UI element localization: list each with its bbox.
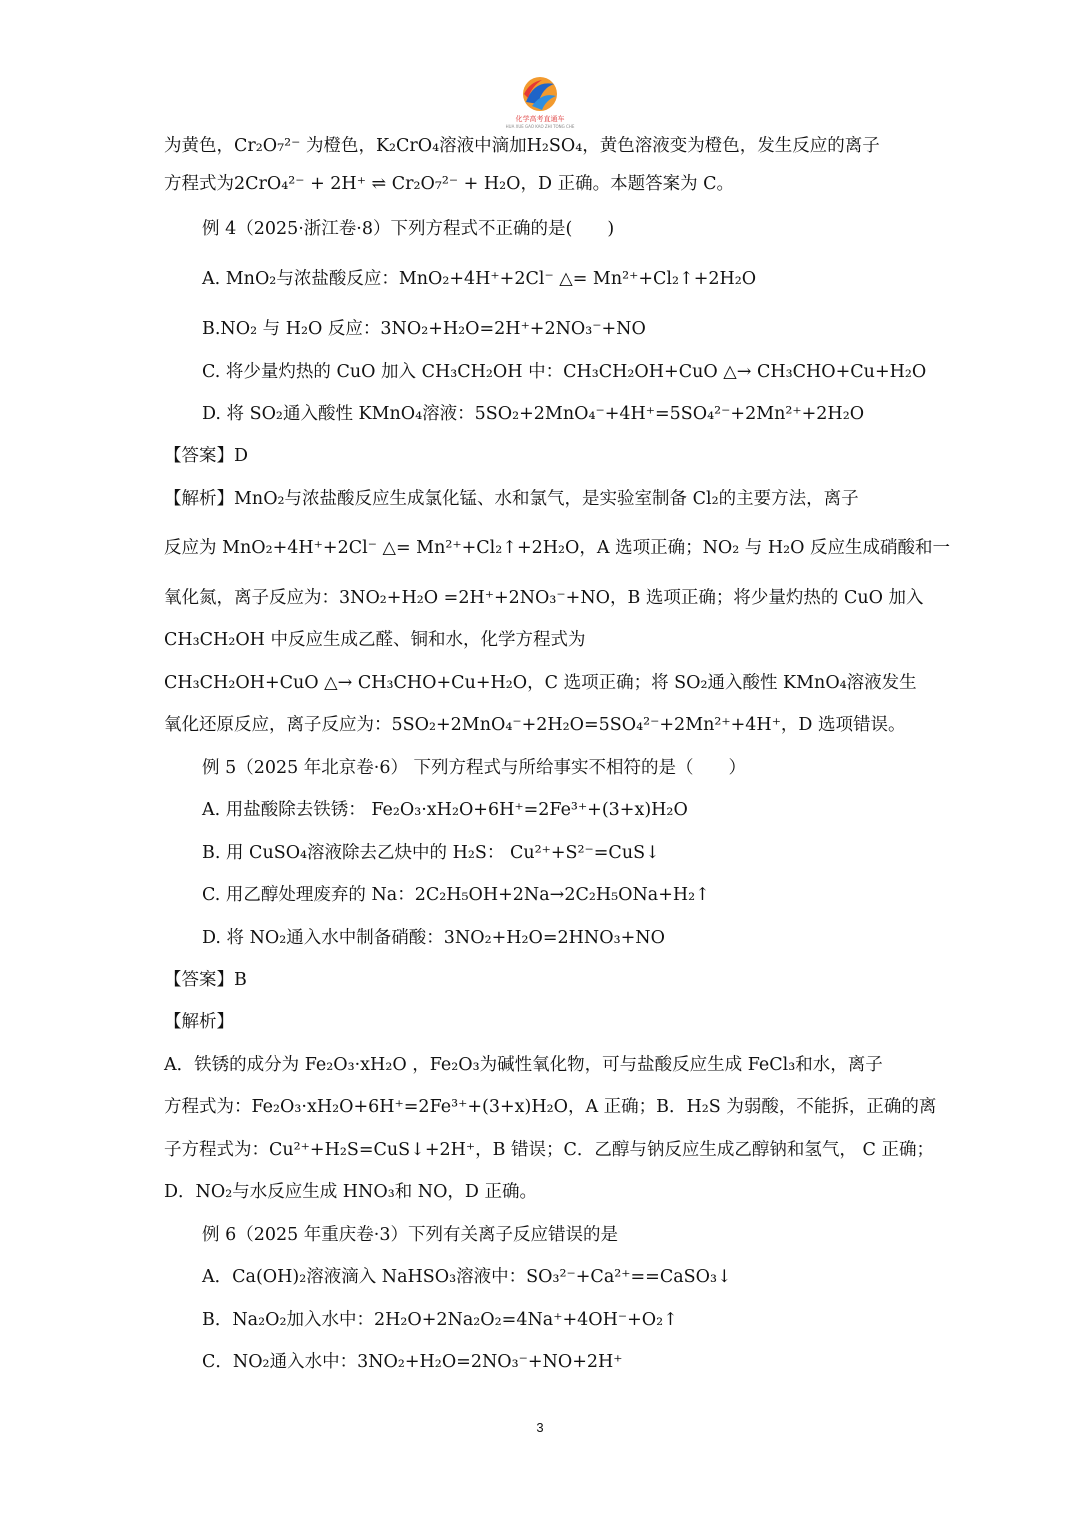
option-a: A．Ca(OH)₂溶液滴入 NaHSO₃溶液中：SO₃²⁻+Ca²⁺==CaSO₃↓ xyxy=(202,1267,732,1287)
analysis-line: 方程式为：Fe₂O₃·xH₂O+6H⁺=2Fe³⁺+(3+x)H₂O，A 正确；B．H₂S 为弱酸，不能拆，正确的离 xyxy=(164,1097,937,1117)
logo-mark-icon xyxy=(512,74,568,116)
logo-subcaption: HUA XUE GAO KAO ZHI TONG CHE xyxy=(505,124,575,129)
publisher-logo xyxy=(505,74,575,132)
analysis-line: 氧化还原反应，离子反应为：5SO₂+2MnO₄⁻+2H₂O=5SO₄²⁻+2Mn²⁺+4H⁺，D 选项错误。 xyxy=(164,715,906,735)
analysis-label: 【解析】 xyxy=(164,1012,234,1032)
answer-label: 【答案】B xyxy=(164,970,247,990)
answer-label: 【答案】D xyxy=(164,446,249,466)
analysis-line: 氧化氮，离子反应为：3NO₂+H₂O =2H⁺+2NO₃⁻+NO，B 选项正确；将少量灼热的 CuO 加入 xyxy=(164,588,924,608)
analysis-line: A．铁锈的成分为 Fe₂O₃·xH₂O ，Fe₂O₃为碱性氧化物，可与盐酸反应生成 FeCl₃和水，离子 xyxy=(164,1055,883,1075)
option-a: A. 用盐酸除去铁锈： Fe₂O₃·xH₂O+6H⁺=2Fe³⁺+(3+x)H₂O xyxy=(202,800,688,820)
option-c: C. 将少量灼热的 CuO 加入 CH₃CH₂OH 中：CH₃CH₂OH+CuO △→ CH₃CHO+Cu+H₂O xyxy=(202,362,927,382)
question-heading-5: 例 5（2025 年北京卷·6） 下列方程式与所给事实不相符的是（ ） xyxy=(202,758,747,778)
analysis-line: 反应为 MnO₂+4H⁺+2Cl⁻ △= Mn²⁺+Cl₂↑+2H₂O，A 选项正确；NO₂ 与 H₂O 反应生成硝酸和一 xyxy=(164,538,951,558)
option-b: B．Na₂O₂加入水中：2H₂O+2Na₂O₂=4Na⁺+4OH⁻+O₂↑ xyxy=(202,1310,678,1330)
question-heading-4: 例 4（2025·浙江卷·8）下列方程式不正确的是( ) xyxy=(202,219,615,239)
analysis-line: D．NO₂与水反应生成 HNO₃和 NO，D 正确。 xyxy=(164,1182,538,1202)
logo-caption: 化学高考直通车 xyxy=(515,115,565,123)
analysis-line: CH₃CH₂OH 中反应生成乙醛、铜和水，化学方程式为 xyxy=(164,630,586,650)
analysis-line: 【解析】MnO₂与浓盐酸反应生成氯化锰、水和氯气，是实验室制备 Cl₂的主要方法，离子 xyxy=(164,489,859,509)
option-c: C．NO₂通入水中：3NO₂+H₂O=2NO₃⁻+NO+2H⁺ xyxy=(202,1352,623,1372)
option-d: D. 将 SO₂通入酸性 KMnO₄溶液：5SO₂+2MnO₄⁻+4H⁺=5SO₄²⁻+2Mn²⁺+2H₂O xyxy=(202,404,865,424)
analysis-line: CH₃CH₂OH+CuO △→ CH₃CHO+Cu+H₂O，C 选项正确；将 SO₂通入酸性 KMnO₄溶液发生 xyxy=(164,673,917,693)
option-a: A. MnO₂与浓盐酸反应：MnO₂+4H⁺+2Cl⁻ △= Mn²⁺+Cl₂↑+2H₂O xyxy=(202,269,757,289)
option-b: B.NO₂ 与 H₂O 反应：3NO₂+H₂O=2H⁺+2NO₃⁻+NO xyxy=(202,319,646,339)
analysis-line: 子方程式为：Cu²⁺+H₂S=CuS↓+2H⁺，B 错误；C．乙醇与钠反应生成乙醇钠和氢气， C 正确； xyxy=(164,1140,934,1160)
option-c: C. 用乙醇处理废弃的 Na：2C₂H₅OH+2Na→2C₂H₅ONa+H₂↑ xyxy=(202,885,710,905)
page-number: 3 xyxy=(536,1420,544,1435)
option-d: D. 将 NO₂通入水中制备硝酸：3NO₂+H₂O=2HNO₃+NO xyxy=(202,928,665,948)
text-line: 方程式为2CrO₄²⁻ + 2H⁺ ⇌ Cr₂O₇²⁻ + H₂O，D 正确。本题答案为 C。 xyxy=(164,174,735,194)
question-heading-6: 例 6（2025 年重庆卷·3）下列有关离子反应错误的是 xyxy=(202,1225,618,1245)
text-line: 为黄色，Cr₂O₇²⁻ 为橙色，K₂CrO₄溶液中滴加H₂SO₄，黄色溶液变为橙色，发生反应的离子 xyxy=(164,136,880,156)
option-b: B. 用 CuSO₄溶液除去乙炔中的 H₂S： Cu²⁺+S²⁻=CuS↓ xyxy=(202,843,660,863)
